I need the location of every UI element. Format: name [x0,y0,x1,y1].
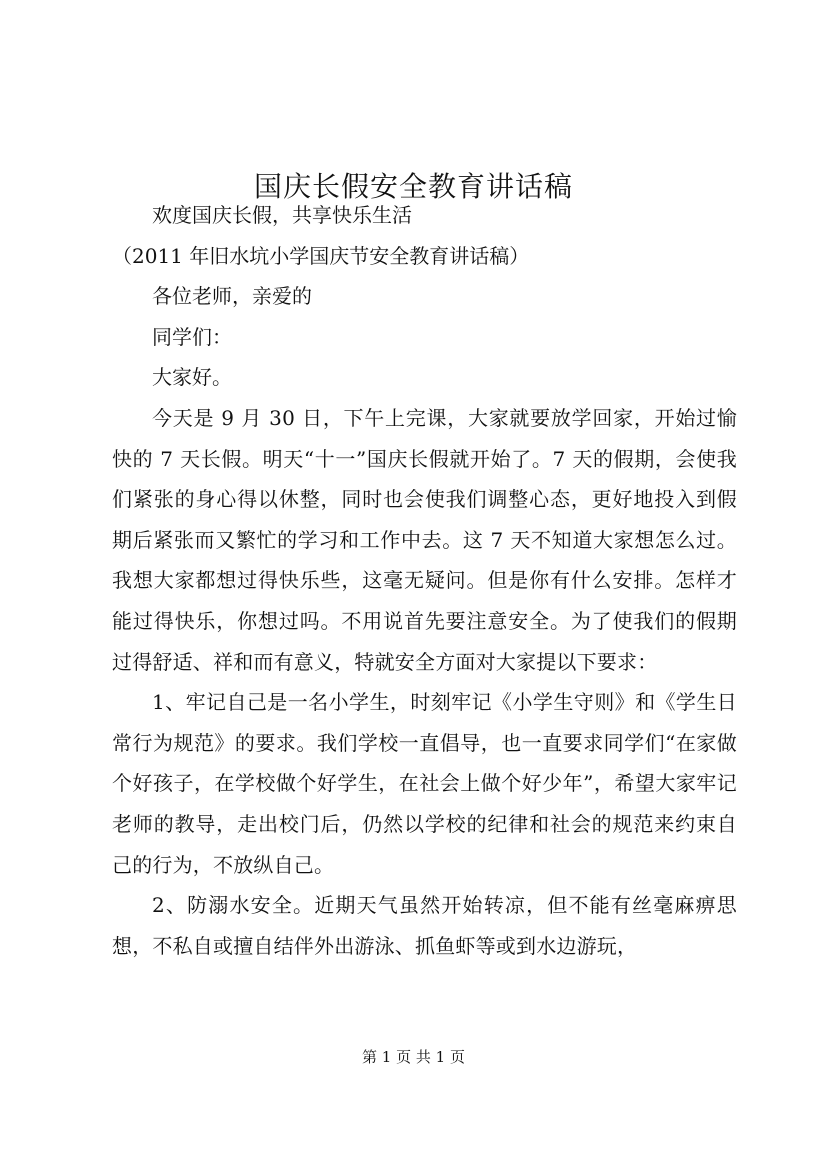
subtitle-line: 欢度国庆长假，共享快乐生活 [152,203,412,227]
page-footer: 第 1 页 共 1 页 [362,1048,465,1066]
document-title: 国庆长假安全教育讲话稿 [253,169,573,203]
salutation-line-1: 各位老师，亲爱的 [152,284,312,309]
greeting-line: 大家好。 [152,365,232,390]
salutation-line-2: 同学们： [152,324,232,349]
source-note-line: （2011 年旧水坑小学国庆节安全教育讲话稿） [112,243,530,268]
paragraph-rule-2: 2、防溺水安全。近期天气虽然开始转凉，但不能有丝毫麻痹思想，不私自或擅自结伴外出游泳、抓鱼虾等或到水边游玩， [112,893,737,958]
document-body [112,195,737,966]
paragraph-rule-1: 1、牢记自己是一名小学生，时刻牢记《小学生守则》和《学生日常行为规范》的要求。我们学校一直倡导，也一直要求同学们“在家做个好孩子，在学校做个好学生，在社会上做个好少年”，希望大家牢记老师的教导，走出校门后，仍然以学校的纪律和社会的规范来约束自己的行为，不放纵自己。 [112,690,737,877]
paragraph-intro: 今天是 9 月 30 日，下午上完课，大家就要放学回家，开始过愉快的 7 天长假。明天“十一”国庆长假就开始了。7 天的假期，会使我们紧张的身心得以休整，同时也会使我们调整心态，更好地投入到假期后紧张而又繁忙的学习和工作中去。这 7 天不知道大家想怎么过。我想大家都想过得快乐些，这毫无疑问。但是你有什么安排。怎样才能过得快乐，你想过吗。不用说首先要注意安全。为了使我们的假期过得舒适、祥和而有意义，特就安全方面对大家提以下要求： [112,405,737,674]
